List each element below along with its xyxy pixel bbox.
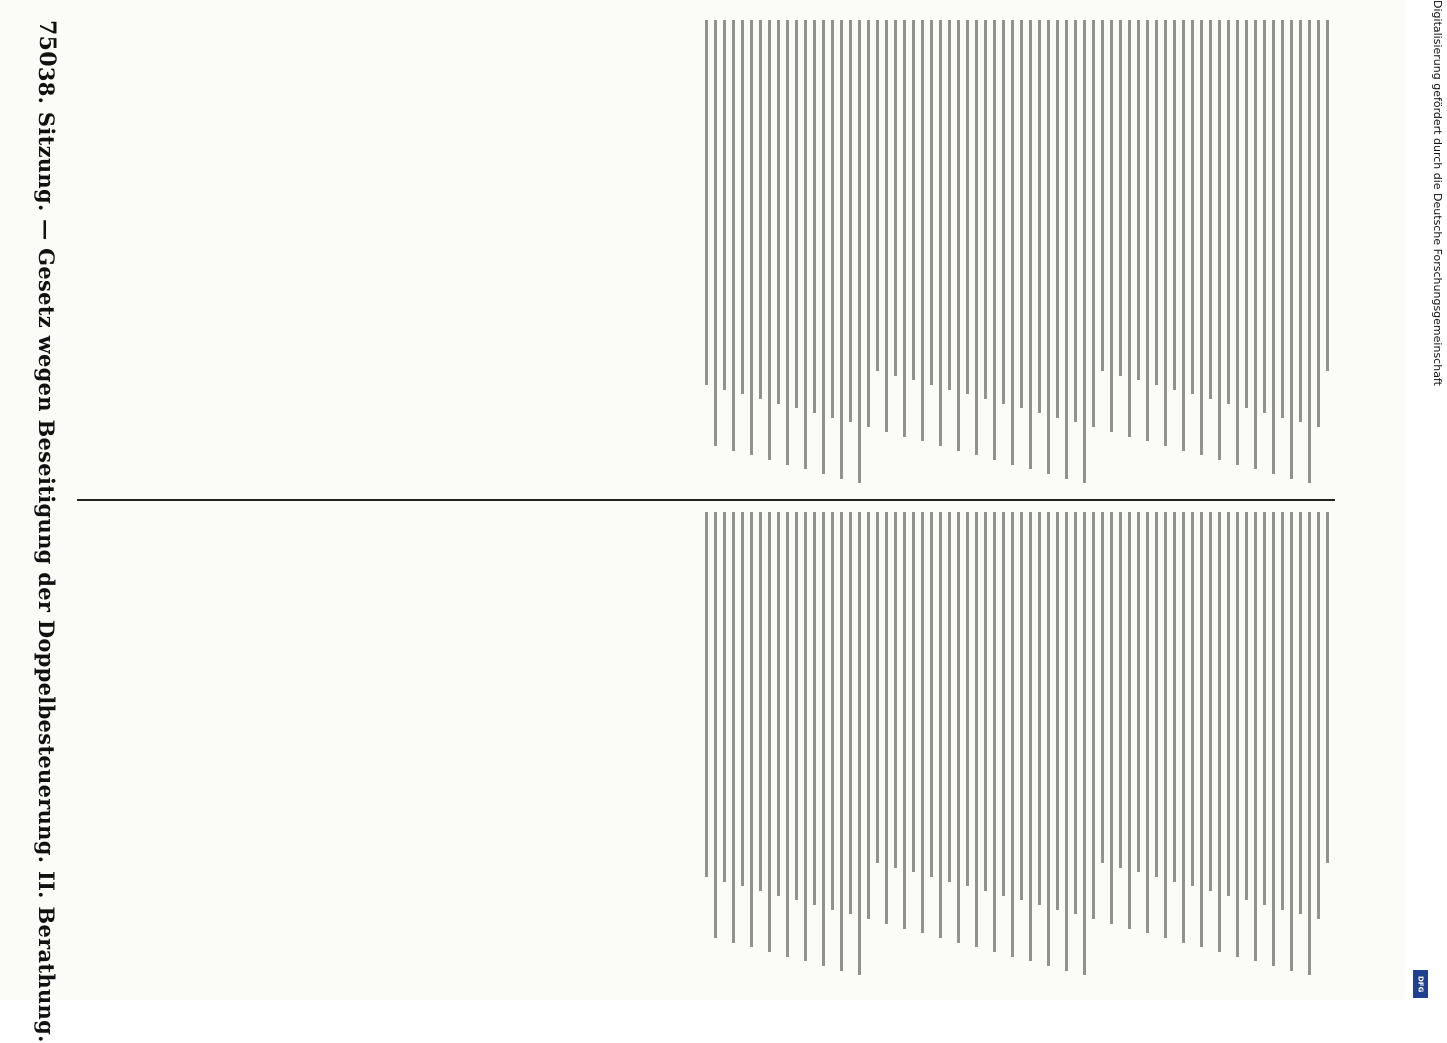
text-line-placeholder — [1254, 20, 1257, 469]
text-line-placeholder — [1146, 20, 1149, 441]
text-line-placeholder — [813, 512, 816, 905]
text-line-placeholder — [822, 20, 825, 474]
text-line-placeholder — [723, 20, 726, 390]
text-line-placeholder — [1065, 20, 1068, 479]
text-line-placeholder — [1119, 512, 1122, 868]
text-line-placeholder — [768, 20, 771, 460]
text-line-placeholder — [813, 20, 816, 413]
text-line-placeholder — [885, 20, 888, 432]
text-line-placeholder — [1164, 20, 1167, 446]
text-line-placeholder — [894, 20, 897, 376]
text-line-placeholder — [858, 20, 861, 483]
text-line-placeholder — [732, 512, 735, 943]
text-line-placeholder — [885, 512, 888, 924]
text-line-placeholder — [1002, 512, 1005, 896]
text-line-placeholder — [939, 512, 942, 938]
text-line-placeholder — [1020, 512, 1023, 900]
text-line-placeholder — [975, 20, 978, 455]
right-column — [77, 512, 1335, 980]
text-line-placeholder — [849, 512, 852, 914]
text-line-placeholder — [1326, 512, 1329, 863]
text-line-placeholder — [1038, 20, 1041, 413]
text-line-placeholder — [975, 512, 978, 947]
text-line-placeholder — [750, 20, 753, 455]
text-line-placeholder — [1290, 20, 1293, 479]
text-line-placeholder — [1236, 20, 1239, 465]
text-line-placeholder — [1200, 512, 1203, 947]
text-line-placeholder — [1011, 512, 1014, 957]
text-line-placeholder — [1155, 512, 1158, 877]
text-line-placeholder — [840, 20, 843, 479]
footer-strip — [1405, 0, 1444, 1000]
text-line-placeholder — [867, 20, 870, 427]
text-line-placeholder — [1326, 20, 1329, 371]
text-line-placeholder — [741, 512, 744, 886]
text-line-placeholder — [768, 512, 771, 952]
text-line-placeholder — [1002, 20, 1005, 404]
text-line-placeholder — [1092, 20, 1095, 427]
text-line-placeholder — [1209, 20, 1212, 399]
text-line-placeholder — [984, 20, 987, 399]
text-line-placeholder — [1281, 512, 1284, 910]
text-line-placeholder — [804, 20, 807, 469]
text-line-placeholder — [1047, 512, 1050, 966]
text-line-placeholder — [876, 20, 879, 371]
text-line-placeholder — [1218, 512, 1221, 952]
text-line-placeholder — [1128, 512, 1131, 929]
text-line-placeholder — [840, 512, 843, 971]
text-line-placeholder — [714, 512, 717, 938]
text-line-placeholder — [1146, 512, 1149, 933]
text-line-placeholder — [1245, 20, 1248, 408]
text-line-placeholder — [1191, 512, 1194, 886]
text-line-placeholder — [1254, 512, 1257, 961]
text-line-placeholder — [957, 512, 960, 943]
text-line-placeholder — [1317, 512, 1320, 919]
text-line-placeholder — [1056, 20, 1059, 418]
text-line-placeholder — [912, 20, 915, 380]
text-line-placeholder — [1236, 512, 1239, 957]
text-line-placeholder — [849, 20, 852, 422]
text-line-placeholder — [1263, 512, 1266, 905]
text-line-placeholder — [966, 512, 969, 886]
text-line-placeholder — [1308, 20, 1311, 483]
text-line-placeholder — [1227, 20, 1230, 404]
text-line-placeholder — [795, 512, 798, 900]
text-line-placeholder — [1110, 20, 1113, 432]
text-line-placeholder — [1209, 512, 1212, 891]
text-line-placeholder — [903, 512, 906, 929]
text-line-placeholder — [1047, 20, 1050, 474]
text-line-placeholder — [1299, 512, 1302, 914]
text-line-placeholder — [1272, 20, 1275, 474]
text-line-placeholder — [858, 512, 861, 975]
text-line-placeholder — [786, 20, 789, 465]
text-line-placeholder — [786, 512, 789, 957]
text-line-placeholder — [1137, 512, 1140, 872]
text-line-placeholder — [1290, 512, 1293, 971]
page-number: 750 — [34, 20, 60, 67]
text-line-placeholder — [1092, 512, 1095, 919]
text-line-placeholder — [1308, 512, 1311, 975]
text-line-placeholder — [1137, 20, 1140, 380]
text-line-placeholder — [1029, 512, 1032, 961]
text-line-placeholder — [1101, 512, 1104, 863]
text-line-placeholder — [1155, 20, 1158, 385]
text-line-placeholder — [903, 20, 906, 437]
text-line-placeholder — [1272, 512, 1275, 966]
text-line-placeholder — [1182, 512, 1185, 943]
text-line-placeholder — [804, 512, 807, 961]
text-line-placeholder — [1182, 20, 1185, 451]
text-line-placeholder — [1083, 512, 1086, 975]
text-line-placeholder — [1074, 20, 1077, 422]
text-line-placeholder — [1101, 20, 1104, 371]
text-line-placeholder — [1245, 512, 1248, 900]
text-line-placeholder — [921, 512, 924, 933]
text-line-placeholder — [1029, 20, 1032, 469]
text-line-placeholder — [1011, 20, 1014, 465]
running-title: 38. Sitzung. — Gesetz wegen Beseitigung der Doppelbesteuerung. II. Berathung. — [34, 66, 60, 1043]
text-line-placeholder — [993, 512, 996, 952]
text-line-placeholder — [741, 20, 744, 394]
text-line-placeholder — [1110, 512, 1113, 924]
text-line-placeholder — [750, 512, 753, 947]
text-line-placeholder — [1164, 512, 1167, 938]
text-line-placeholder — [984, 512, 987, 891]
text-line-placeholder — [1065, 512, 1068, 971]
text-line-placeholder — [957, 20, 960, 451]
text-line-placeholder — [1173, 20, 1176, 390]
text-line-placeholder — [1083, 20, 1086, 483]
text-line-placeholder — [795, 20, 798, 408]
text-line-placeholder — [1056, 512, 1059, 910]
text-line-placeholder — [705, 20, 708, 385]
text-line-placeholder — [1227, 512, 1230, 896]
footer-credit-text: Digitalisierung gefördert durch die Deutsche Forschungsgemeinschaft — [1431, 0, 1444, 386]
text-line-placeholder — [939, 20, 942, 446]
dfg-logo: DFG — [1413, 970, 1428, 998]
text-line-placeholder — [1020, 20, 1023, 408]
text-line-placeholder — [912, 512, 915, 872]
text-line-placeholder — [831, 512, 834, 910]
text-line-placeholder — [1317, 20, 1320, 427]
text-line-placeholder — [930, 20, 933, 385]
text-line-placeholder — [1119, 20, 1122, 376]
page-header — [27, 20, 67, 1043]
text-line-placeholder — [1281, 20, 1284, 418]
text-line-placeholder — [723, 512, 726, 882]
text-line-placeholder — [1191, 20, 1194, 394]
text-line-placeholder — [1173, 512, 1176, 882]
text-line-placeholder — [759, 512, 762, 891]
text-line-placeholder — [732, 20, 735, 451]
text-line-placeholder — [876, 512, 879, 863]
text-line-placeholder — [966, 20, 969, 394]
text-line-placeholder — [831, 20, 834, 418]
text-line-placeholder — [1263, 20, 1266, 413]
left-column — [77, 20, 1335, 488]
text-line-placeholder — [759, 20, 762, 399]
text-line-placeholder — [1200, 20, 1203, 455]
text-line-placeholder — [777, 512, 780, 896]
text-line-placeholder — [1299, 20, 1302, 422]
column-divider — [77, 499, 1335, 501]
text-line-placeholder — [921, 20, 924, 441]
text-line-placeholder — [777, 20, 780, 404]
text-line-placeholder — [822, 512, 825, 966]
text-line-placeholder — [948, 512, 951, 882]
text-line-placeholder — [1128, 20, 1131, 437]
text-line-placeholder — [1038, 512, 1041, 905]
text-line-placeholder — [1218, 20, 1221, 460]
text-line-placeholder — [993, 20, 996, 460]
text-line-placeholder — [714, 20, 717, 446]
text-line-placeholder — [1074, 512, 1077, 914]
text-line-placeholder — [867, 512, 870, 919]
text-line-placeholder — [705, 512, 708, 877]
text-line-placeholder — [948, 20, 951, 390]
text-line-placeholder — [894, 512, 897, 868]
text-line-placeholder — [930, 512, 933, 877]
